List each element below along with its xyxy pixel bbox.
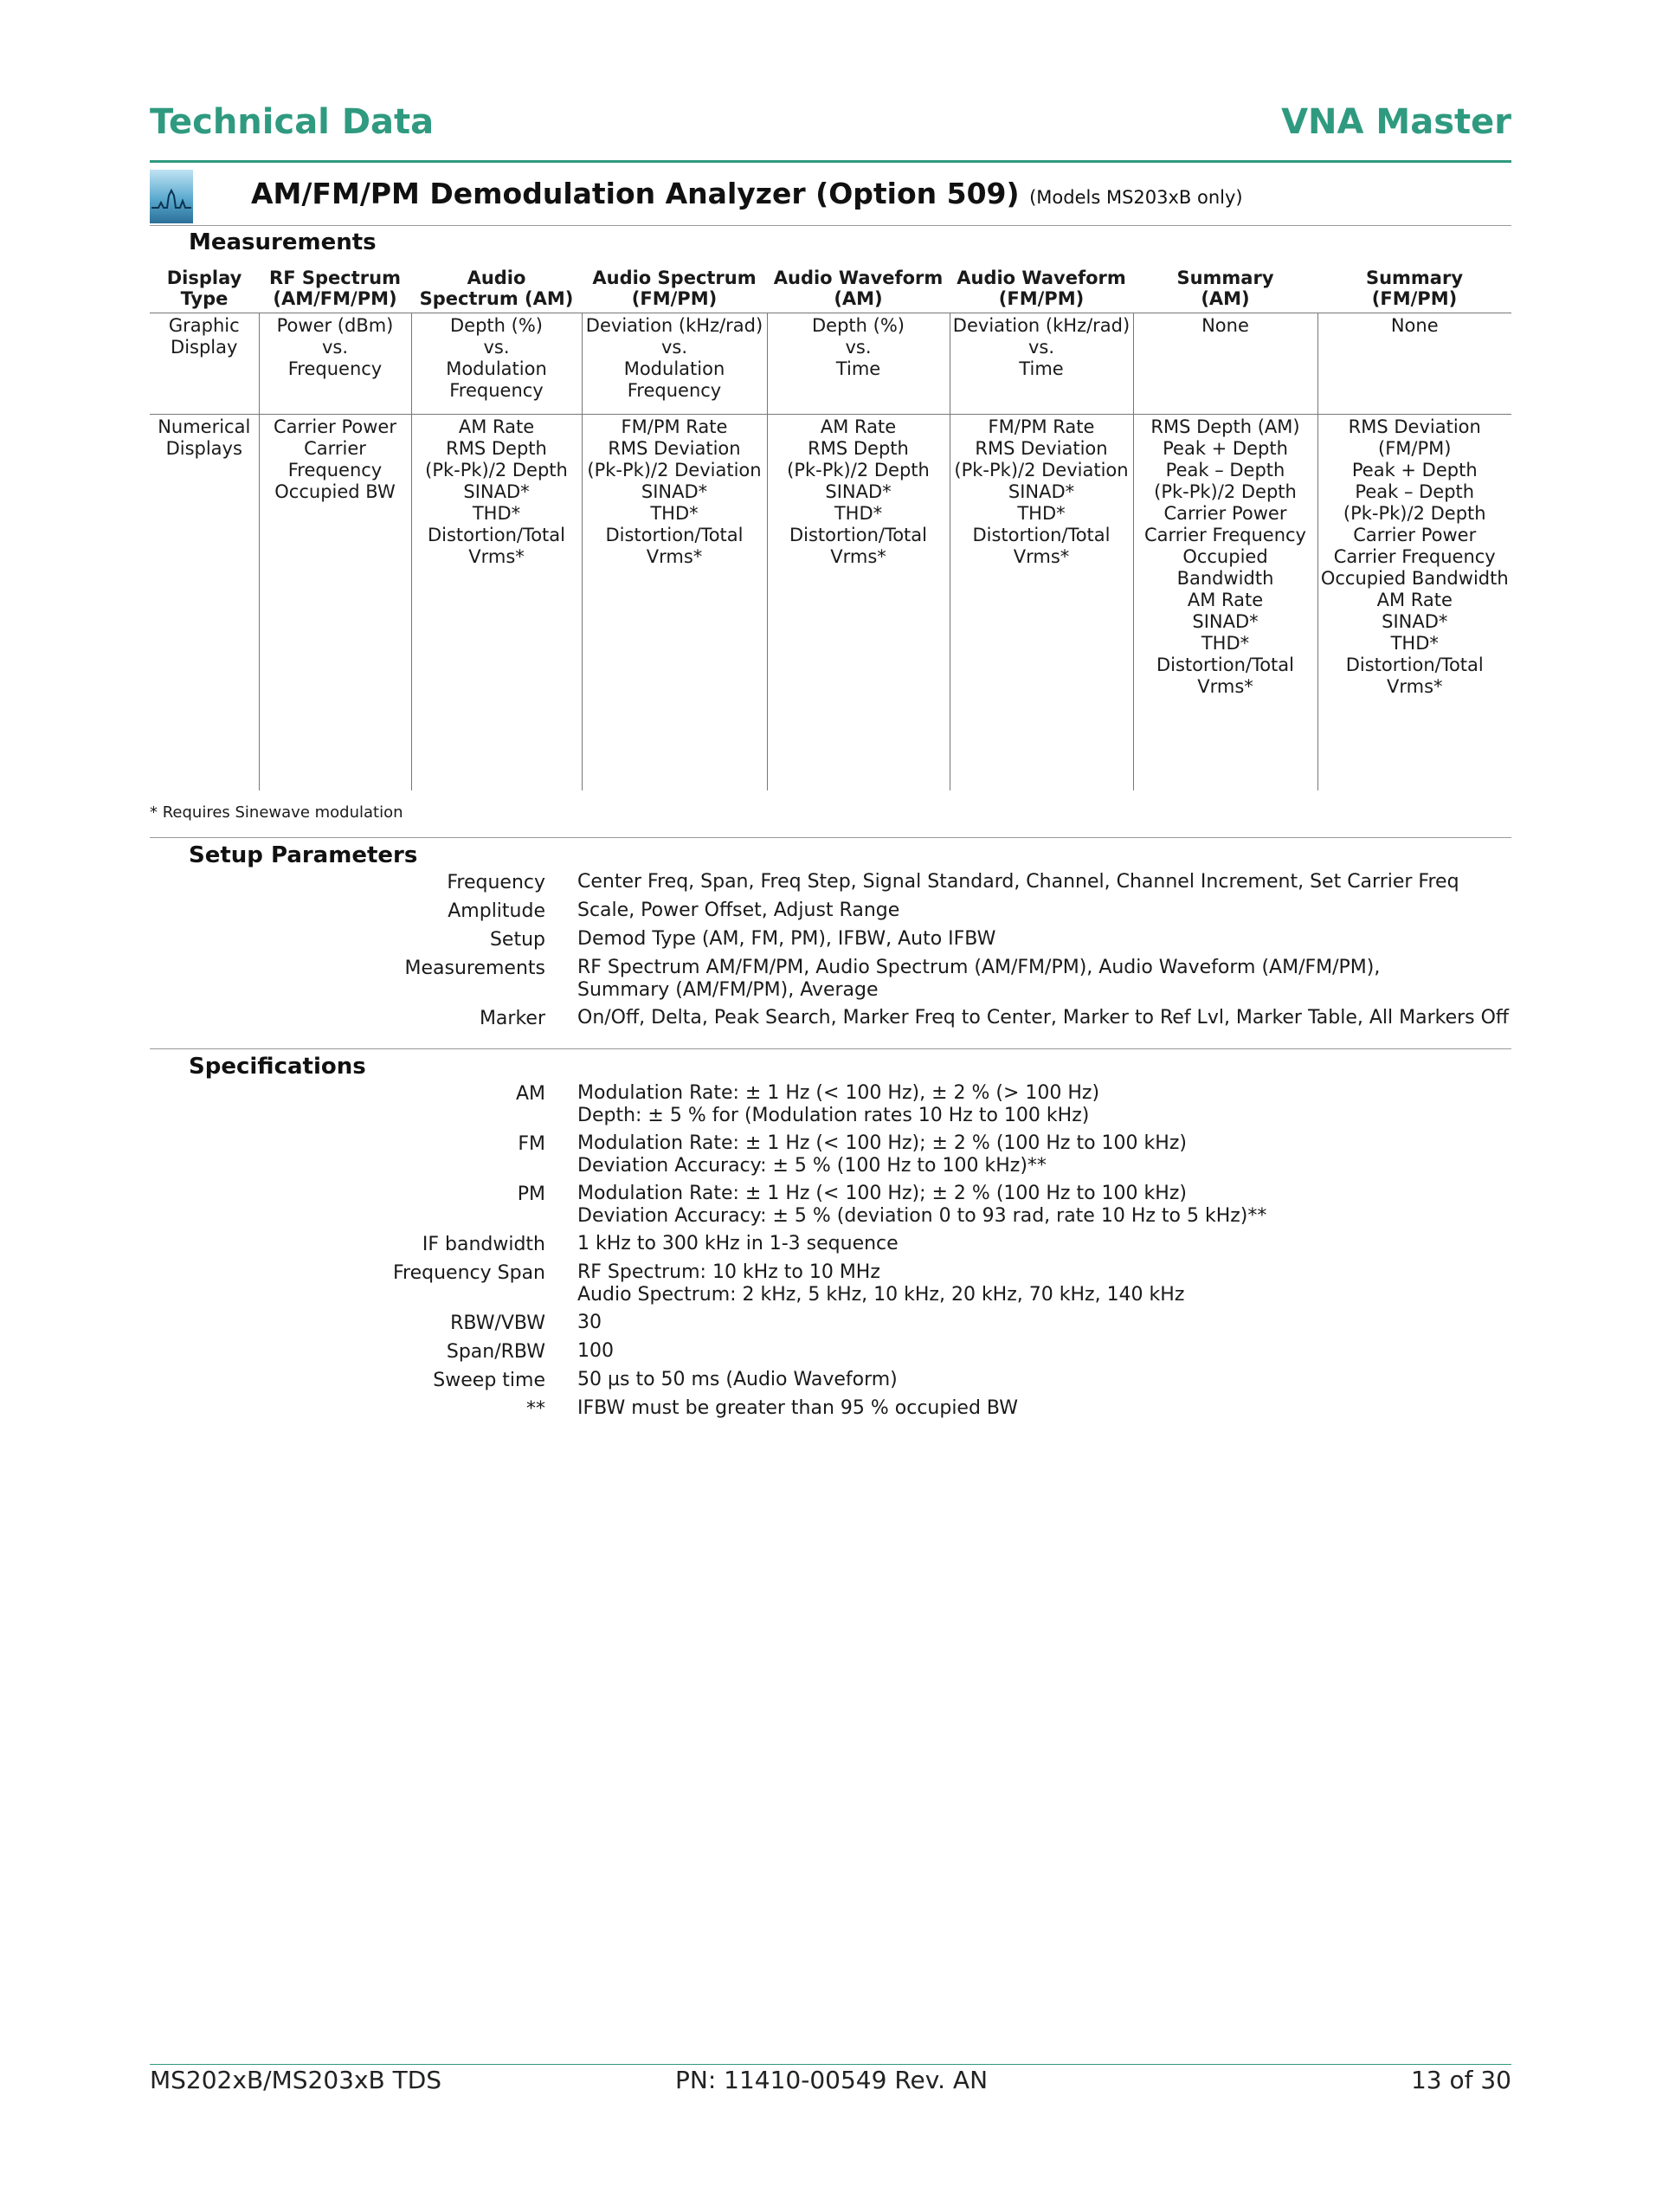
- cell-line: AM Rate: [458, 416, 535, 437]
- table-header-row: [150, 265, 1511, 313]
- table-cell: [950, 415, 1133, 791]
- parameter-value: [577, 1007, 1511, 1030]
- parameter-label: Span/RBW: [446, 1341, 545, 1363]
- header-rule: [150, 160, 1511, 163]
- parameter-label: Marker: [479, 1008, 545, 1029]
- column-header-line: (FM/PM): [1371, 288, 1458, 309]
- parameter-label: Frequency Span: [393, 1262, 545, 1284]
- table-cell: [411, 313, 582, 415]
- parameter-label: **: [526, 1398, 545, 1420]
- parameter-label: Frequency: [447, 872, 545, 893]
- cell-line: Depth (%): [812, 315, 905, 336]
- table-cell: [1133, 415, 1317, 791]
- cell-line: Occupied Bandwidth: [1320, 568, 1509, 589]
- cell-line: RMS Depth: [446, 438, 547, 459]
- parameter-value-line: Depth: ± 5 % for (Modulation rates 10 Hz to 100 kHz): [577, 1105, 1090, 1126]
- parameter-label: IF bandwidth: [422, 1234, 545, 1255]
- cell-line: AM Rate: [820, 416, 897, 437]
- measurements-table: [150, 265, 1511, 790]
- parameter-value-line: Deviation Accuracy: ± 5 % (100 Hz to 100 kHz)**: [577, 1155, 1047, 1177]
- spec-row: [150, 1340, 1511, 1364]
- header-product: VNA Master: [1281, 102, 1511, 142]
- spec-row: [150, 1132, 1511, 1177]
- specifications-list: [150, 1082, 1511, 1426]
- spec-row: [150, 1261, 1511, 1306]
- cell-line: vs.: [483, 337, 510, 358]
- column-header-line: (AM/FM/PM): [273, 288, 397, 309]
- cell-line: THD*: [650, 503, 699, 524]
- table-cell: [767, 415, 950, 791]
- column-header: [259, 265, 411, 313]
- column-header: [411, 265, 582, 313]
- column-header-line: Audio: [467, 268, 526, 288]
- parameter-value: [577, 1233, 1511, 1256]
- cell-line: (Pk-Pk)/2 Depth: [1343, 503, 1486, 524]
- parameter-value-line: Deviation Accuracy: ± 5 % (deviation 0 to 93 rad, rate 10 Hz to 5 kHz)**: [577, 1205, 1267, 1227]
- cell-line: vs.: [1027, 337, 1055, 358]
- divider: [150, 1048, 1511, 1049]
- footer-rule: [150, 2064, 1511, 2065]
- cell-line: vs.: [845, 337, 872, 358]
- cell-line: Distortion/Total Vrms*: [789, 525, 927, 567]
- cell-line: SINAD*: [1192, 611, 1259, 632]
- cell-line: Deviation (kHz/rad): [585, 315, 763, 336]
- cell-line: Distortion/Total Vrms*: [1156, 655, 1294, 697]
- cell-line: SINAD*: [641, 481, 708, 502]
- parameter-value: [577, 1183, 1511, 1228]
- table-cell: [767, 313, 950, 415]
- cell-line: Depth (%): [450, 315, 543, 336]
- table-cell: [411, 415, 582, 791]
- cell-line: RMS Depth: [808, 438, 909, 459]
- parameter-value-line: RF Spectrum AM/FM/PM, Audio Spectrum (AM/FM/PM), Audio Waveform (AM/FM/PM),: [577, 957, 1381, 978]
- column-header-line: Display: [166, 268, 242, 288]
- parameter-value-line: 50 µs to 50 ms (Audio Waveform): [577, 1369, 898, 1390]
- cell-line: THD*: [1017, 503, 1066, 524]
- table-row-numerical: [150, 415, 1511, 791]
- parameter-value: [577, 1261, 1511, 1306]
- cell-line: Time: [1019, 358, 1064, 379]
- column-header: [582, 265, 767, 313]
- parameter-value: [577, 900, 1511, 923]
- parameter-value-line: Audio Spectrum: 2 kHz, 5 kHz, 10 kHz, 20 kHz, 70 kHz, 140 kHz: [577, 1284, 1185, 1306]
- cell-line: (Pk-Pk)/2 Depth: [1154, 481, 1297, 502]
- column-header: [1133, 265, 1317, 313]
- cell-line: Modulation Frequency: [623, 358, 725, 401]
- cell-line: Occupied Bandwidth: [1176, 546, 1274, 589]
- table-cell: [1317, 313, 1511, 415]
- table-cell: [582, 415, 767, 791]
- cell-line: Carrier Frequency: [287, 438, 383, 480]
- cell-line: Peak – Depth: [1355, 481, 1475, 502]
- cell-line: Distortion/Total Vrms*: [972, 525, 1111, 567]
- table-cell: [259, 313, 411, 415]
- header-title: Technical Data: [150, 102, 435, 142]
- column-header: [950, 265, 1133, 313]
- cell-line: Frequency: [287, 358, 383, 379]
- column-header: [1317, 265, 1511, 313]
- spec-row: [150, 1183, 1511, 1228]
- setup-parameters-list: [150, 871, 1511, 1035]
- cell-line: Time: [835, 358, 881, 379]
- cell-line: (Pk-Pk)/2 Depth: [787, 460, 930, 480]
- cell-line: Distortion/Total Vrms*: [605, 525, 744, 567]
- cell-line: Distortion/Total Vrms*: [1345, 655, 1484, 697]
- column-header: [767, 265, 950, 313]
- parameter-value: [577, 1082, 1511, 1127]
- parameter-value-line: Center Freq, Span, Freq Step, Signal Standard, Channel, Channel Increment, Set Carrier Freq: [577, 871, 1459, 893]
- cell-line: FM/PM Rate: [988, 416, 1095, 437]
- parameter-value-line: Modulation Rate: ± 1 Hz (< 100 Hz); ± 2 % (100 Hz to 100 kHz): [577, 1132, 1187, 1154]
- table-cell: [259, 415, 411, 791]
- parameter-value: [577, 1132, 1511, 1177]
- parameter-value-line: Scale, Power Offset, Adjust Range: [577, 900, 900, 921]
- spec-row: [150, 1312, 1511, 1335]
- parameter-value-line: Demod Type (AM, FM, PM), IFBW, Auto IFBW: [577, 928, 996, 950]
- column-header-line: RF Spectrum: [269, 268, 401, 288]
- cell-line: Carrier Power: [274, 416, 396, 437]
- spec-row: [150, 1082, 1511, 1127]
- title-rule: [150, 225, 1511, 226]
- parameter-value-line: 1 kHz to 300 kHz in 1-3 sequence: [577, 1233, 899, 1254]
- parameter-value-line: 100: [577, 1340, 614, 1362]
- spectrum-icon: [150, 170, 193, 223]
- cell-line: THD*: [1390, 633, 1439, 654]
- footnote: * Requires Sinewave modulation: [150, 803, 403, 822]
- table-row-graphic: [150, 313, 1511, 415]
- footer-doc: MS202xB/MS203xB TDS: [150, 2066, 442, 2094]
- parameter-value-line: Summary (AM/FM/PM), Average: [577, 979, 879, 1001]
- column-header-line: (AM): [1201, 288, 1250, 309]
- cell-line: Modulation Frequency: [446, 358, 547, 401]
- specs-heading: Specifications: [189, 1054, 366, 1080]
- footer-page: 13 of 30: [1410, 2066, 1511, 2094]
- column-header-line: Spectrum (AM): [419, 288, 574, 309]
- column-header-line: (AM): [834, 288, 883, 309]
- parameter-value-line: Modulation Rate: ± 1 Hz (< 100 Hz); ± 2 % (100 Hz to 100 kHz): [577, 1183, 1187, 1204]
- parameter-label: Amplitude: [448, 900, 545, 922]
- cell-line: Carrier Frequency: [1333, 546, 1496, 567]
- cell-line: RMS Depth (AM): [1150, 416, 1300, 437]
- setup-row: [150, 1007, 1511, 1030]
- footer-part-number: PN: 11410-00549 Rev. AN: [675, 2066, 989, 2094]
- parameter-value-line: 30: [577, 1312, 602, 1333]
- parameter-value: [577, 1369, 1511, 1392]
- parameter-label: PM: [517, 1183, 545, 1205]
- table-cell: [582, 313, 767, 415]
- cell-line: THD*: [834, 503, 883, 524]
- column-header-line: Summary: [1176, 268, 1274, 288]
- spec-row: [150, 1233, 1511, 1256]
- cell-line: Deviation (kHz/rad): [952, 315, 1131, 336]
- cell-line: Peak + Depth: [1163, 438, 1288, 459]
- cell-line: (FM/PM): [1378, 438, 1452, 459]
- table-cell: [1133, 313, 1317, 415]
- parameter-label: Setup: [489, 929, 545, 951]
- cell-line: Occupied BW: [274, 481, 396, 502]
- parameter-label: FM: [518, 1133, 545, 1155]
- parameter-value-line: RF Spectrum: 10 kHz to 10 MHz: [577, 1261, 880, 1283]
- cell-line: SINAD*: [1382, 611, 1448, 632]
- cell-line: FM/PM Rate: [621, 416, 728, 437]
- cell-line: RMS Deviation: [1348, 416, 1481, 437]
- cell-line: AM Rate: [1376, 590, 1453, 610]
- row-label: Graphic Display: [150, 313, 259, 415]
- column-header-line: (FM/PM): [631, 288, 718, 309]
- column-header-line: Audio Waveform: [957, 268, 1126, 288]
- cell-line: vs.: [321, 337, 349, 358]
- parameter-value: [577, 957, 1511, 1002]
- divider: [150, 837, 1511, 838]
- cell-line: (Pk-Pk)/2 Deviation: [587, 460, 762, 480]
- cell-line: THD*: [472, 503, 521, 524]
- column-header-line: Audio Waveform: [773, 268, 944, 288]
- section-subtitle: (Models MS203xB only): [1029, 187, 1243, 208]
- parameter-label: AM: [515, 1083, 545, 1105]
- cell-line: SINAD*: [463, 481, 530, 502]
- cell-line: Carrier Frequency: [1144, 525, 1306, 545]
- column-header-line: (FM/PM): [998, 288, 1085, 309]
- parameter-value: [577, 1312, 1511, 1335]
- cell-line: Carrier Power: [1353, 525, 1477, 545]
- cell-line: Peak – Depth: [1165, 460, 1285, 480]
- setup-row: [150, 957, 1511, 1002]
- parameter-label: Sweep time: [433, 1370, 545, 1391]
- column-header-line: Type: [180, 288, 229, 309]
- parameter-label: RBW/VBW: [450, 1312, 545, 1334]
- cell-line: THD*: [1201, 633, 1250, 654]
- cell-line: (Pk-Pk)/2 Depth: [425, 460, 568, 480]
- cell-line: SINAD*: [1008, 481, 1075, 502]
- cell-line: Power (dBm): [276, 315, 394, 336]
- column-header-line: Audio Spectrum: [592, 268, 757, 288]
- table-cell: [950, 313, 1133, 415]
- parameter-value: [577, 1397, 1511, 1421]
- cell-line: SINAD*: [825, 481, 892, 502]
- setup-row: [150, 900, 1511, 923]
- setup-heading: Setup Parameters: [189, 842, 418, 868]
- row-label: Numerical Displays: [158, 416, 251, 459]
- measurements-heading: Measurements: [189, 229, 377, 255]
- spec-row: [150, 1369, 1511, 1392]
- parameter-value: [577, 871, 1511, 894]
- setup-row: [150, 928, 1511, 951]
- cell-line: Peak + Depth: [1351, 460, 1478, 480]
- setup-row: [150, 871, 1511, 894]
- parameter-value: [577, 928, 1511, 951]
- parameter-value: [577, 1340, 1511, 1364]
- spec-row: [150, 1397, 1511, 1421]
- parameter-value-line: Modulation Rate: ± 1 Hz (< 100 Hz), ± 2 % (> 100 Hz): [577, 1082, 1100, 1104]
- column-header-line: Summary: [1365, 268, 1464, 288]
- cell-line: Carrier Power: [1163, 503, 1287, 524]
- table-cell: [1317, 415, 1511, 791]
- section-title: AM/FM/PM Demodulation Analyzer (Option 509) (Models MS203xB only): [251, 177, 1243, 210]
- parameter-value-line: On/Off, Delta, Peak Search, Marker Freq to Center, Marker to Ref Lvl, Marker Table, All Markers Off: [577, 1007, 1510, 1029]
- cell-line: RMS Deviation: [975, 438, 1108, 459]
- cell-line: None: [1201, 315, 1249, 336]
- cell-line: (Pk-Pk)/2 Deviation: [954, 460, 1129, 480]
- cell-line: Distortion/Total Vrms*: [427, 525, 565, 567]
- cell-line: AM Rate: [1187, 590, 1264, 610]
- parameter-label: Measurements: [404, 958, 545, 979]
- cell-line: vs.: [660, 337, 688, 358]
- cell-line: RMS Deviation: [608, 438, 741, 459]
- parameter-value-line: IFBW must be greater than 95 % occupied BW: [577, 1397, 1018, 1419]
- column-header: [150, 265, 259, 313]
- cell-line: None: [1390, 315, 1439, 336]
